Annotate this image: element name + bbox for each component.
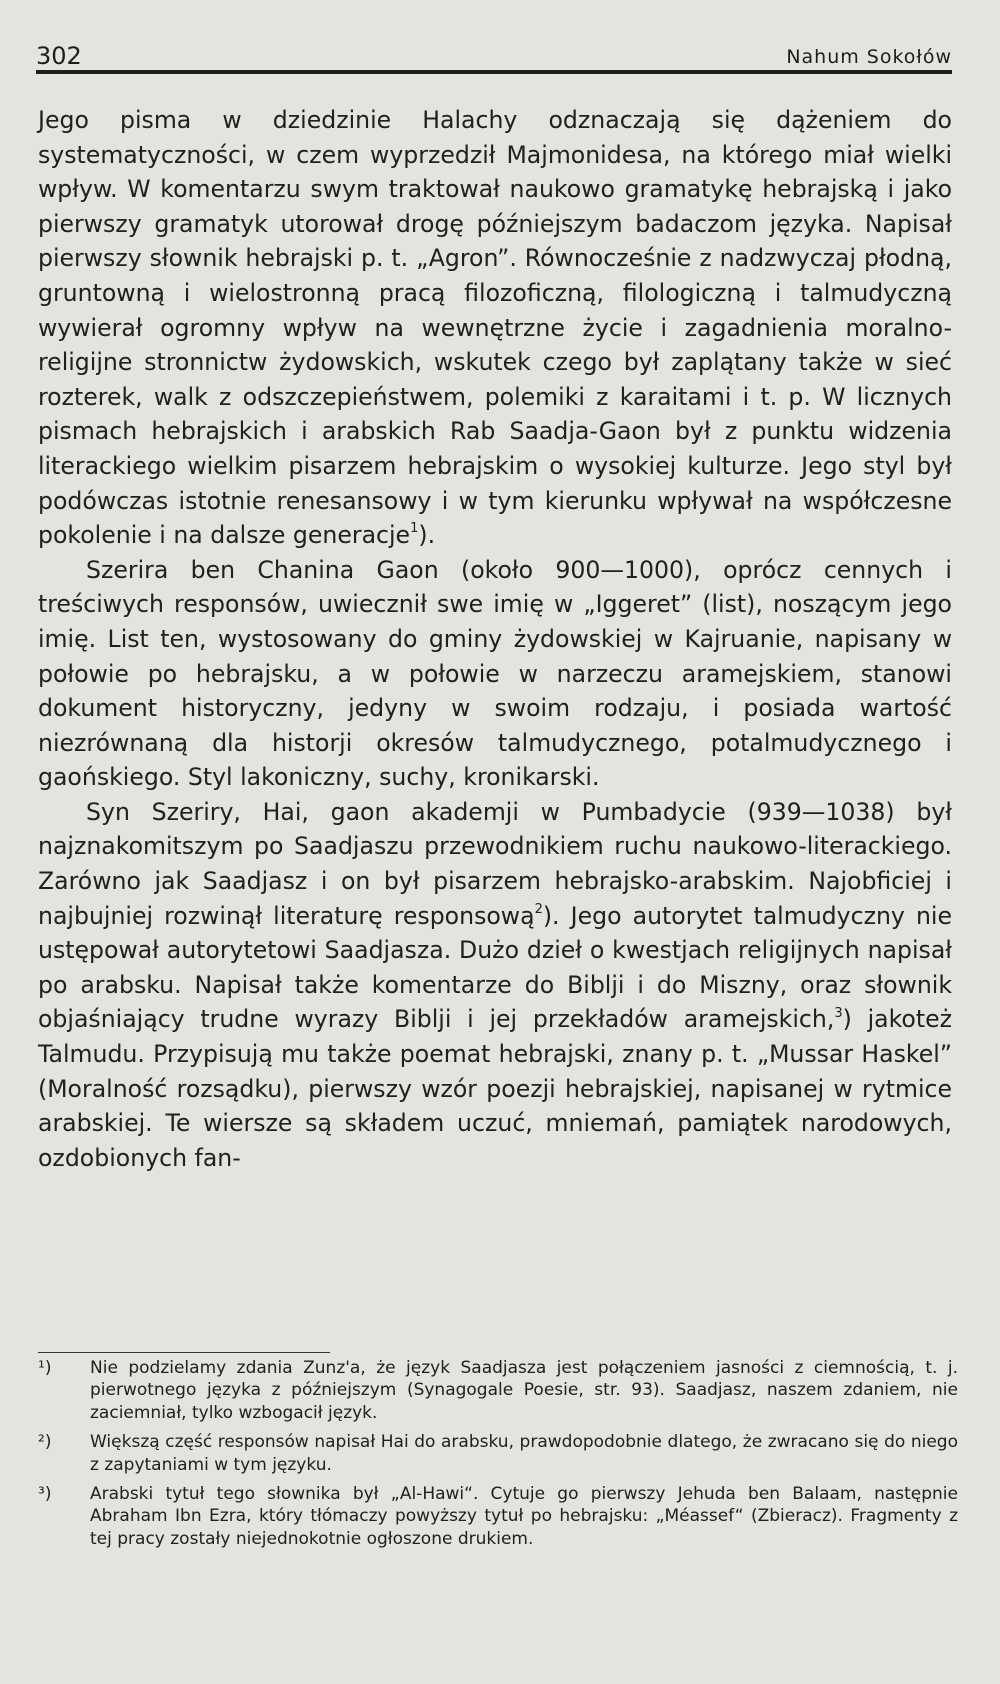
paragraph-3-text-b: ). Jego autorytet talmudyczny nie ustępował autorytetowi Saadjasza. Dużo dzieł o kwestjach religijnych napisał po arabsku. Napisał także komentarze do Biblji i do Miszny, oraz słownik objaśniający trudne wyrazy Biblji i jej przekładów aramejskich, — [38, 901, 952, 1034]
paragraph-2: Szerira ben Chanina Gaon (około 900—1000), oprócz cennych i treściwych responsów, uwiecznił swe imię w „Iggeret” (list), noszącym jego imię. List ten, wystosowany do gminy żydowskiej w Kajruanie, napisany w połowie po hebrajsku, a w połowie w narzeczu aramejskiem, stanowi dokument historyczny, jedyny w swoim rodzaju, i posiada wartość niezrównaną dla historji okresów talmudycznego, potalmudycznego i gaońskiego. Styl lakoniczny, suchy, kronikarski. — [38, 555, 952, 792]
footnote-mark: ²) — [38, 1432, 52, 1453]
footnote-text: Większą część responsów napisał Hai do arabsku, prawdopodobnie dlatego, że zwracano się do niego z zapytaniami w tym języku. — [90, 1432, 958, 1475]
paragraph-1-end: ). — [418, 521, 436, 550]
footnotes — [38, 1357, 958, 1557]
footnote-2 — [38, 1431, 958, 1476]
footnote-1 — [38, 1357, 958, 1424]
page-number: 302 — [36, 42, 82, 70]
footnote-text: Nie podzielamy zdania Zunz'a, że język Saadjasza jest połączeniem jasności z ciemnością, t. j. pierwotnego języka z późniejszym (Synagogale Poesie, str. 93). Saadjasz, naszem zdaniem, nie zaciemniał, tylko wzbogacił język. — [90, 1358, 958, 1423]
main-text — [38, 103, 952, 1175]
footnote-text: Arabski tytuł tego słownika był „Al-Hawi“. Cytuje go pierwszy Jehuda ben Balaam, następnie Abraham Ibn Ezra, który tłómaczy powyższy tytuł po hebrajsku: „Méassef“ (Zbieracz). Fragmenty z tej pracy zostały niejednokotnie ogłoszone drukiem. — [90, 1484, 958, 1549]
header-rule — [36, 70, 952, 74]
footnote-ref-3: 3 — [834, 1005, 843, 1021]
footnote-mark: ¹) — [38, 1358, 52, 1378]
footnote-3 — [38, 1483, 958, 1550]
footnote-ref-2: 2 — [534, 901, 543, 917]
running-head-author: Nahum Sokołów — [786, 46, 952, 68]
paragraph-3 — [38, 795, 952, 1176]
paragraph-3-text-a: Syn Szeriry, Hai, gaon akademji w Pumbadycie (939—1038) był najznakomitszym po Saadjaszu przewodnikiem ruchu naukowo-literackiego. Zarówno jak Saadjasz i on był pisarzem hebrajsko-arabskim. Najobficiej i najbujniej rozwinął literaturę responsową — [38, 797, 952, 930]
footnote-mark: ³) — [38, 1484, 52, 1505]
paragraph-3-text-c: ) jakoteż Talmudu. Przypisują mu także poemat hebrajski, znany p. t. „Mussar Haskel” (Moralność rozsądku), pierwszy wzór poezji hebrajskiej, napisanej w rytmice arabskiej. Te wiersze są składem uczuć, mniemań, pamiątek narodowych, ozdobionych fan- — [38, 1005, 952, 1172]
footnote-ref-1: 1 — [410, 521, 419, 537]
footnote-separator — [38, 1352, 330, 1353]
paragraph-1-text: Jego pisma w dziedzinie Halachy odznaczają się dążeniem do systematyczności, w czem wyprzedził Majmonidesa, na którego miał wielki wpływ. W komentarzu swym traktował naukowo gramatykę hebrajską i jako pierwszy gramatyk utorował drogę późniejszym badaczom języka. Napisał pierwszy słownik hebrajski p. t. „Agron”. Równocześnie z nadzwyczaj płodną, gruntowną i wielostronną pracą filozoficzną, filologiczną i talmudyczną wywierał ogromny wpływ na wewnętrzne życie i zagadnienia moralno-religijne stronnictw żydowskich, wskutek czego był zaplątany także w sieć rozterek, walk z odszczepieństwem, polemiki z karaitami i t. p. W licznych pismach hebrajskich i arabskich Rab Saadja-Gaon był z punktu widzenia literackiego wielkim pisarzem hebrajskim o wysokiej kulturze. Jego styl był podówczas istotnie renesansowy i w tym kierunku wpływał na współczesne pokolenie i na dalsze generacje — [38, 106, 952, 550]
paragraph-1 — [38, 103, 952, 553]
